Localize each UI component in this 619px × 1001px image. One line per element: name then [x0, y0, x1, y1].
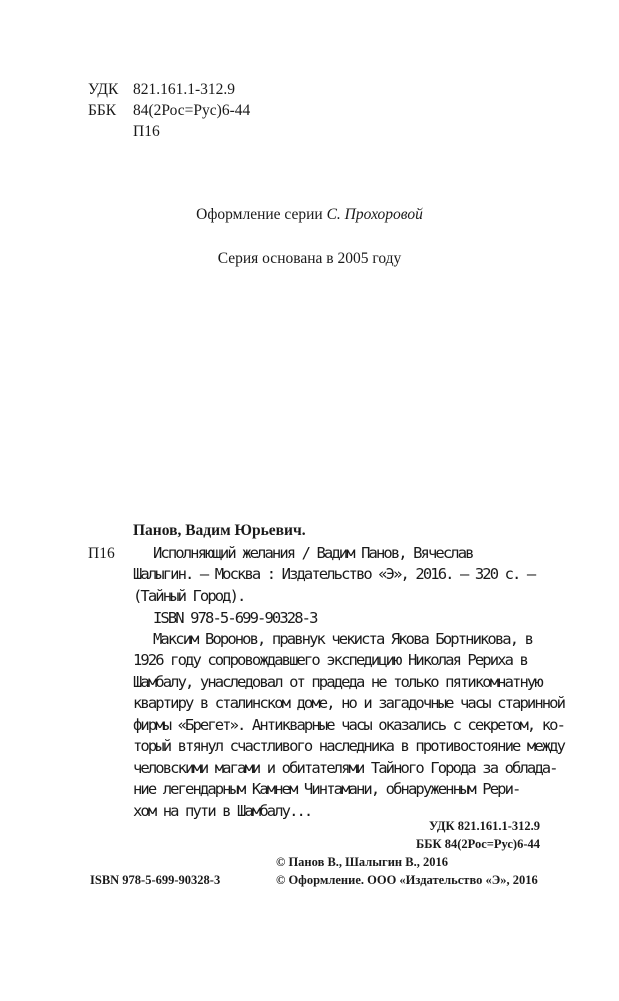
author-heading: Панов, Вадим Юрьевич.	[133, 522, 306, 539]
catalog-isbn: ISBN 978-5-699-90328-3	[153, 609, 317, 627]
title-line: (Тайный Город).	[133, 586, 245, 605]
author-mark-top: П16	[133, 123, 160, 140]
series-designer: С. Прохоровой	[326, 206, 423, 223]
annotation-line: хом на пути в Шамбалу...	[133, 801, 312, 820]
series-design-line	[0, 206, 619, 224]
annotation-line: торый втянул счастливого наследника в противостояние между	[133, 737, 565, 755]
copyright-line-1: © Панов В., Шалыгин В., 2016	[276, 855, 448, 869]
annotation-line: человскими магами и обитателями Тайного Города за облада-	[133, 758, 557, 777]
card-udk-footer: УДК 821.161.1-312.9	[429, 819, 540, 833]
udk-value: 821.161.1-312.9	[133, 81, 236, 98]
annotation-line: ние легендарным Камнем Чинтамани, обнаруженным Рери-	[133, 780, 520, 798]
card-bbk-footer: ББК 84(2Рос=Рус)6-44	[416, 837, 540, 851]
copyright-isbn: ISBN 978-5-699-90328-3	[90, 873, 221, 887]
annotation-first	[153, 629, 553, 651]
title-line: Шалыгин. — Москва : Издательство «Э», 2016. — 320 с. —	[133, 565, 535, 583]
annotation-line: 1926 году сопровождавшего экспедицию Николая Рериха в	[133, 651, 527, 669]
annotation-line: Шамбалу, унаследовал от прадеда не только пятикомнатную	[133, 672, 542, 691]
catalog-title-block	[153, 543, 538, 565]
annotation-line: квартиру в сталинском доме, но и загадочные часы старинной	[133, 694, 565, 712]
annotation-line: Максим Воронов, правнук чекиста Якова Бортникова, в	[153, 630, 533, 648]
catalog-title-continued	[133, 564, 553, 607]
annotation-line: фирмы «Брегет». Антикварные часы оказались с секретом, ко-	[133, 715, 565, 734]
series-design-prefix: Оформление серии	[196, 206, 327, 223]
author-mark-card: П16	[88, 545, 115, 562]
title-line: Исполняющий желания / Вадим Панов, Вячеслав	[153, 544, 473, 562]
bbk-row	[88, 101, 328, 121]
annotation-block	[133, 650, 565, 822]
bbk-label: ББК	[88, 102, 117, 119]
copyright-line-2: © Оформление. ООО «Издательство «Э», 2016	[276, 873, 538, 887]
udk-label: УДК	[88, 81, 119, 98]
bbk-value: 84(2Рос=Рус)6-44	[133, 102, 251, 119]
udk-row	[88, 80, 328, 100]
series-founded-line: Серия основана в 2005 году	[217, 250, 402, 267]
